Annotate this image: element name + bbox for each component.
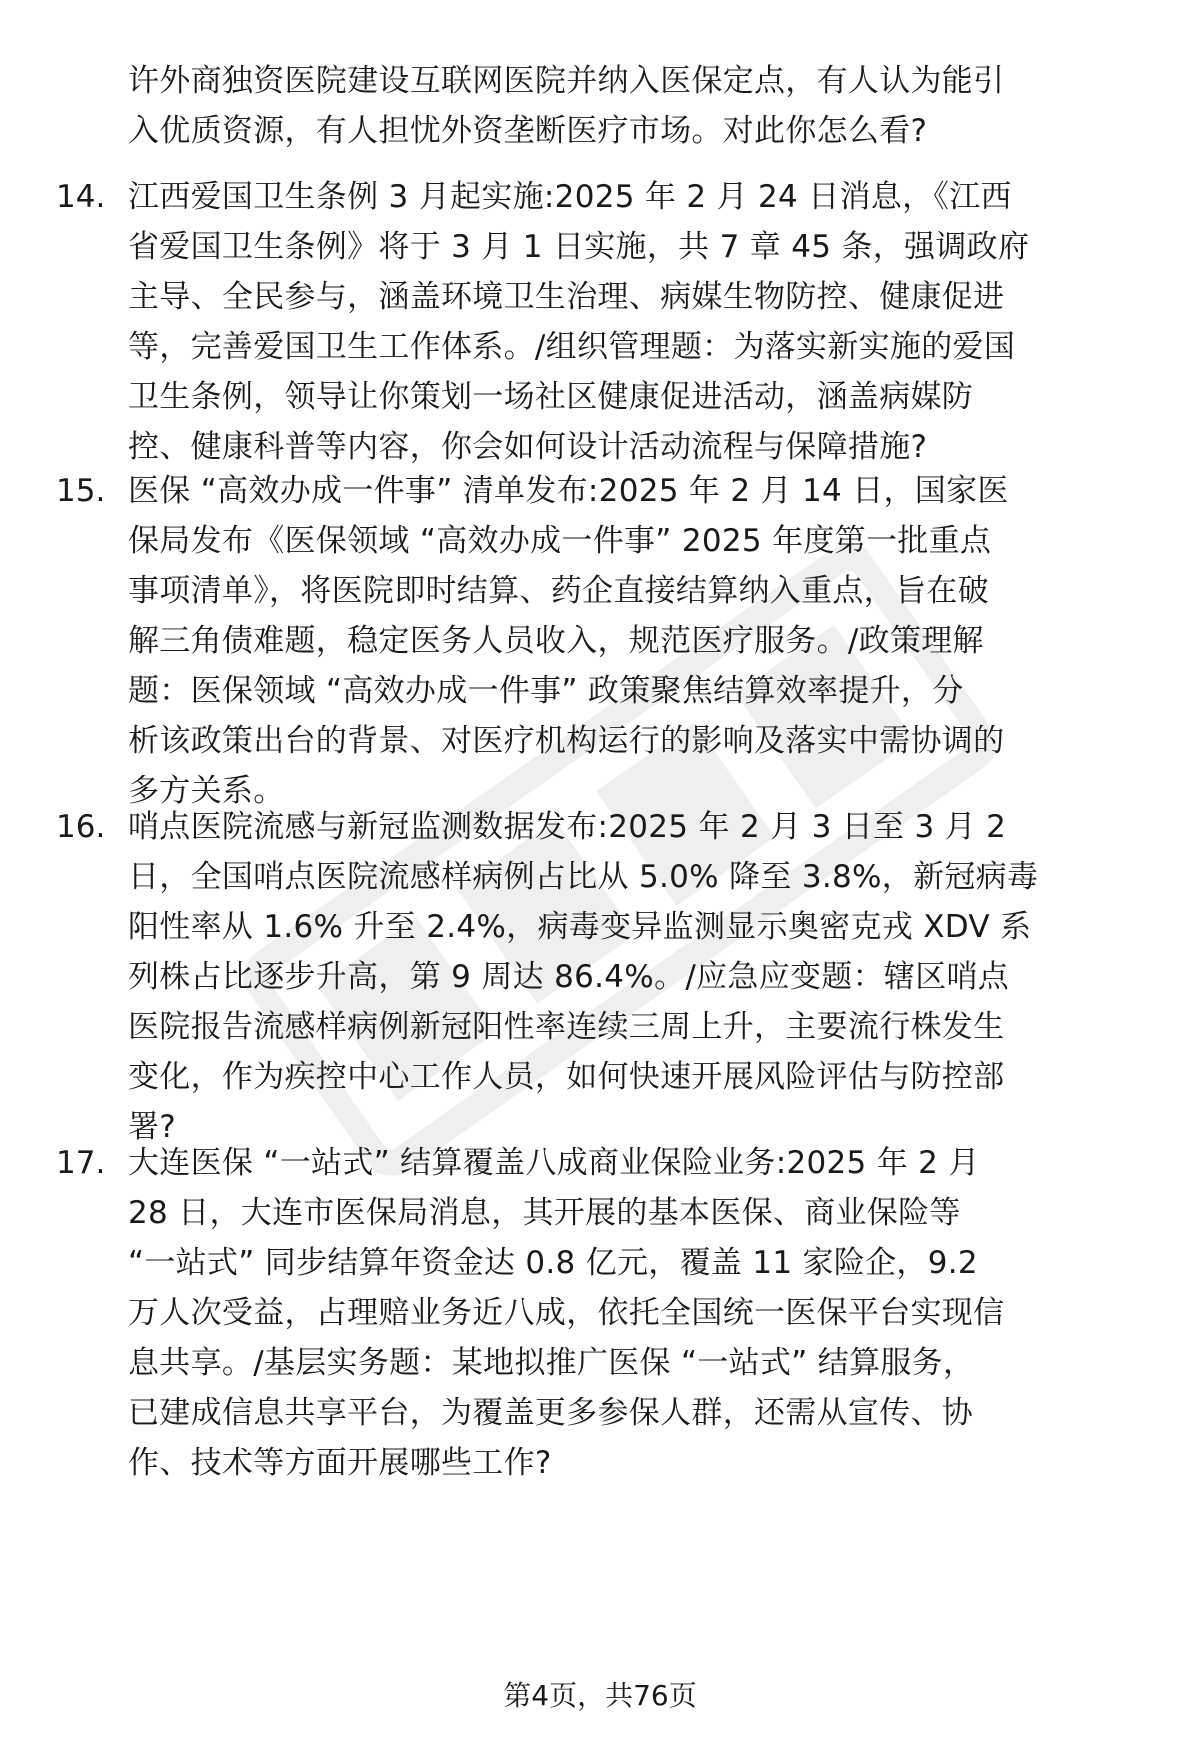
question-number: 17. bbox=[56, 1145, 106, 1181]
question-number: 16. bbox=[56, 809, 106, 845]
page-footer: 第4页，共76页 bbox=[503, 1679, 697, 1712]
question-text: 医保 “高效办成一件事” 清单发布:2025 年 2 月 14 日，国家医 保局发布《医保领域 “高效办成一件事” 2025 年度第一批重点 事项清单》，将医院即时结算、药企直接结算纳入重点，旨在破 解三角债难题，稳定医务人员收入，规范医疗服务。/政策理解 题：医保领域 “高效办成一件事” 政策聚焦结算效率提升，分 析该政策出台的背景、对医疗机构运行的影响及落实中需协调的 多方关系。 bbox=[128, 473, 1009, 809]
question-text: 大连医保 “一站式” 结算覆盖八成商业保险业务:2025 年 2 月 28 日，大连市医保局消息，其开展的基本医保、商业保险等 “一站式” 同步结算年资金达 0.8 亿元，覆盖 11 家险企，9.2 万人次受益，占理赔业务近八成，依托全国统一医保平台实现信 息共享。/基层实务题：某地拟推广医保 “一站式” 结算服务， 已建成信息共享平台，为覆盖更多参保人群，还需从宣传、协 作、技术等方面开展哪些工作? bbox=[128, 1145, 1005, 1481]
continuation-paragraph: 许外商独资医院建设互联网医院并纳入医保定点，有人认为能引 入优质资源，有人担忧外资垄断医疗市场。对此你怎么看? bbox=[128, 63, 1005, 149]
question-number: 15. bbox=[56, 473, 106, 509]
question-number: 14. bbox=[56, 179, 106, 215]
question-text: 哨点医院流感与新冠监测数据发布:2025 年 2 月 3 日至 3 月 2 日，全国哨点医院流感样病例占比从 5.0% 降至 3.8%，新冠病毒 阳性率从 1.6% 升至 2.4%，病毒变异监测显示奥密克戎 XDV 系 列株占比逐步升高，第 9 周达 86.4%。/应急应变题：辖区哨点 医院报告流感样病例新冠阳性率连续三周上升，主要流行株发生 变化，作为疾控中心工作人员，如何快速开展风险评估与防控部 署? bbox=[128, 809, 1039, 1145]
question-text: 江西爱国卫生条例 3 月起实施:2025 年 2 月 24 日消息，《江西 省爱国卫生条例》将于 3 月 1 日实施，共 7 章 45 条，强调政府 主导、全民参与，涵盖环境卫生治理、病媒生物防控、健康促进 等，完善爱国卫生工作体系。/组织管理题：为落实新实施的爱国 卫生条例，领导让你策划一场社区健康促进活动，涵盖病媒防 控、健康科普等内容，你会如何设计活动流程与保障措施? bbox=[128, 179, 1030, 465]
